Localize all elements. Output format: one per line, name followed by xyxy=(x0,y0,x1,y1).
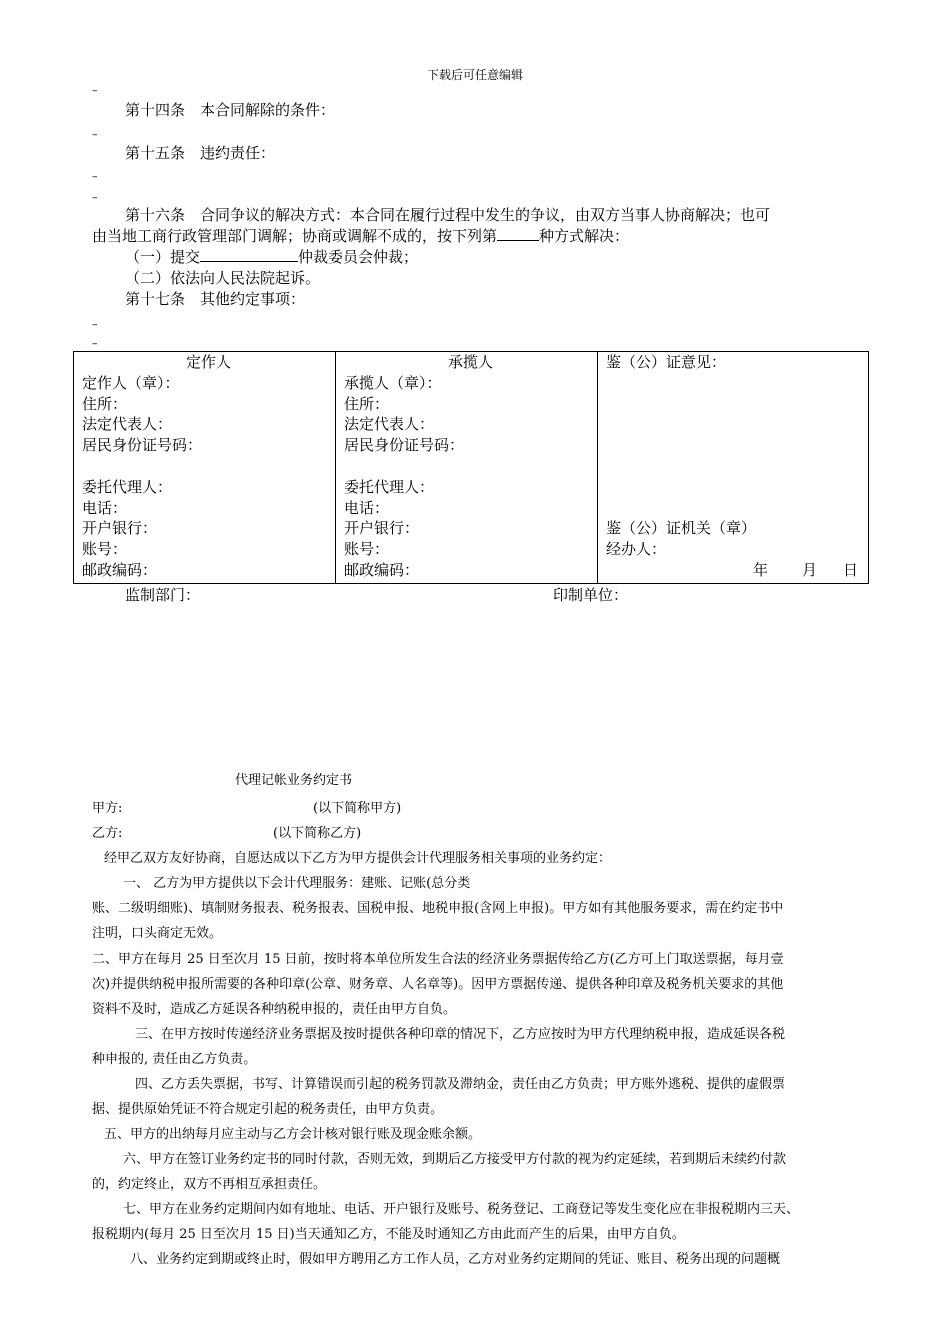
clause-line: 五、甲方的出纳每月应主动与乙方会计核对银行账及现金账余额。 xyxy=(104,1127,482,1142)
clause-line: 二、甲方在每月 25 日至次月 15 日前，按时将本单位所发生合法的经济业务票据传给乙方(乙方可上门取送票据，每月壹 xyxy=(92,952,784,967)
clause-line: 三、在甲方按时传递经济业务票据及按时提供各种印章的情况下，乙方应按时为甲方代理纳税申报，造成延误各税 xyxy=(135,1027,786,1042)
blank-line-marker: – xyxy=(92,191,98,204)
contractor-field: 开户银行： xyxy=(344,519,420,538)
contractor-field: 住所： xyxy=(344,394,390,413)
orderer-field: 法定代表人： xyxy=(82,415,173,434)
article-16-option2: （二）依法向人民法院起诉。 xyxy=(125,269,321,287)
clause-line: 报税期内(每月 25 日至次月 15 日)当天通知乙方，不能及时通知乙方由此而产生的后果，由甲方自负。 xyxy=(92,1227,685,1242)
clause-line: 四、乙方丢失票据，书写、计算错误而引起的税务罚款及滞纳金，责任由乙方负责；甲方账外逃税、提供的虚假票 xyxy=(135,1077,786,1092)
clause-line: 六、甲方在签订业务约定书的同时付款，否则无效，到期后乙方接受甲方付款的视为约定延续，若到期后未续约付款 xyxy=(123,1152,787,1167)
clause-line: 次)并提供纳税申报所需要的各种印章(公章、财务章、人名章等)。因甲方票据传递、提供各种印章及税务机关要求的其他 xyxy=(92,977,784,992)
spacer xyxy=(344,456,597,477)
supervising-dept: 监制部门： xyxy=(125,586,201,604)
orderer-field: 定作人（章）： xyxy=(82,373,180,392)
agreement-title: 代理记帐业务约定书 xyxy=(235,773,353,788)
notary-seal: 鉴（公）证机关（章） xyxy=(606,519,757,538)
contractor-column xyxy=(336,352,598,584)
spacer xyxy=(82,456,335,477)
orderer-field: 电话： xyxy=(82,498,128,517)
party-a-note: (以下简称甲方) xyxy=(313,801,402,816)
orderer-field: 账号： xyxy=(82,540,128,559)
arbitration-committee-blank xyxy=(200,247,298,262)
date-month: 月 xyxy=(801,560,817,579)
option1-tail: 仲裁委员会仲裁； xyxy=(298,248,419,266)
article-15: 第十五条 违约责任： xyxy=(125,144,276,162)
spacer xyxy=(606,373,868,519)
party-b-label: 乙方: xyxy=(92,826,123,841)
contractor-field: 法定代表人： xyxy=(344,415,435,434)
orderer-field: 开户银行： xyxy=(82,519,158,538)
contractor-field: 委托代理人： xyxy=(344,477,435,496)
notary-handler: 经办人： xyxy=(606,540,667,559)
contractor-field: 承揽人（章）： xyxy=(344,373,442,392)
blank-line-marker: – xyxy=(92,84,98,97)
contractor-field: 邮政编码： xyxy=(344,560,420,579)
agreement-intro: 经甲乙双方友好协商，自愿达成以下乙方为甲方提供会计代理服务相关事项的业务约定： xyxy=(104,851,612,866)
orderer-column xyxy=(74,352,336,584)
signature-table xyxy=(73,351,869,584)
contractor-field: 账号： xyxy=(344,540,390,559)
clause-line: 资料不及时，造成乙方延误各种纳税申报的，责任由甲方自负。 xyxy=(92,1002,457,1017)
article-16-line2-text: 由当地工商行政管理部门调解；协商或调解不成的，按下列第 xyxy=(92,227,498,245)
printing-unit: 印制单位： xyxy=(553,586,629,604)
clause-line: 八、业务约定到期或终止时，假如甲方聘用乙方工作人员，乙方对业务约定期间的凭证、账目、税务出现的问题概 xyxy=(130,1252,781,1267)
article-16-option1 xyxy=(125,247,418,268)
method-number-blank xyxy=(497,226,539,241)
article-16-line2-tail: 种方式解决： xyxy=(539,227,630,245)
contractor-field: 居民身份证号码： xyxy=(344,436,465,455)
blank-line-marker: – xyxy=(92,337,98,350)
article-14: 第十四条 本合同解除的条件： xyxy=(125,101,336,119)
clause-line: 据、提供原始凭证不符合规定引起的税务责任，由甲方负责。 xyxy=(92,1102,444,1117)
orderer-field: 委托代理人： xyxy=(82,477,173,496)
article-16-line1: 第十六条 合同争议的解决方式：本合同在履行过程中发生的争议，由双方当事人协商解决；也可 xyxy=(125,206,771,224)
contractor-field: 电话： xyxy=(344,498,390,517)
clause-line: 七、甲方在业务约定期间内如有地址、电话、开户银行及账号、税务登记、工商登记等发生变化应在非报税期内三天、 xyxy=(123,1202,800,1217)
orderer-heading: 定作人 xyxy=(185,353,231,371)
blank-line-marker: – xyxy=(92,128,98,141)
notary-opinion-heading: 鉴（公）证意见： xyxy=(606,353,727,371)
option1-label: （一）提交 xyxy=(125,248,201,266)
party-a-label: 甲方: xyxy=(92,801,123,816)
orderer-field: 邮政编码： xyxy=(82,560,158,579)
blank-line-marker: – xyxy=(92,170,98,183)
page-header: 下载后可任意编辑 xyxy=(426,68,523,82)
notary-column xyxy=(598,352,869,584)
clause-line: 种申报的, 责任由乙方负责。 xyxy=(92,1052,257,1067)
orderer-field: 居民身份证号码： xyxy=(82,436,203,455)
clause-line: 的，约定终止，双方不再相互承担责任。 xyxy=(92,1177,327,1192)
party-b-note: (以下简称乙方) xyxy=(273,826,362,841)
clause-line: 账、二级明细账)、填制财务报表、税务报表、国税申报、地税申报(含网上申报)。甲方如有其他服务要求，需在约定书中 xyxy=(92,901,784,916)
orderer-field: 住所： xyxy=(82,394,128,413)
clause-line: 注明，口头商定无效。 xyxy=(92,926,223,941)
date-year: 年 xyxy=(752,560,768,579)
notary-date xyxy=(606,560,868,581)
article-17: 第十七条 其他约定事项： xyxy=(125,290,306,308)
blank-line-marker: – xyxy=(92,318,98,331)
date-day: 日 xyxy=(842,560,858,579)
clause-line: 一、 乙方为甲方提供以下会计代理服务：建账、记账(总分类 xyxy=(123,876,471,891)
article-16-line2 xyxy=(92,226,629,247)
contractor-heading: 承揽人 xyxy=(447,353,493,371)
